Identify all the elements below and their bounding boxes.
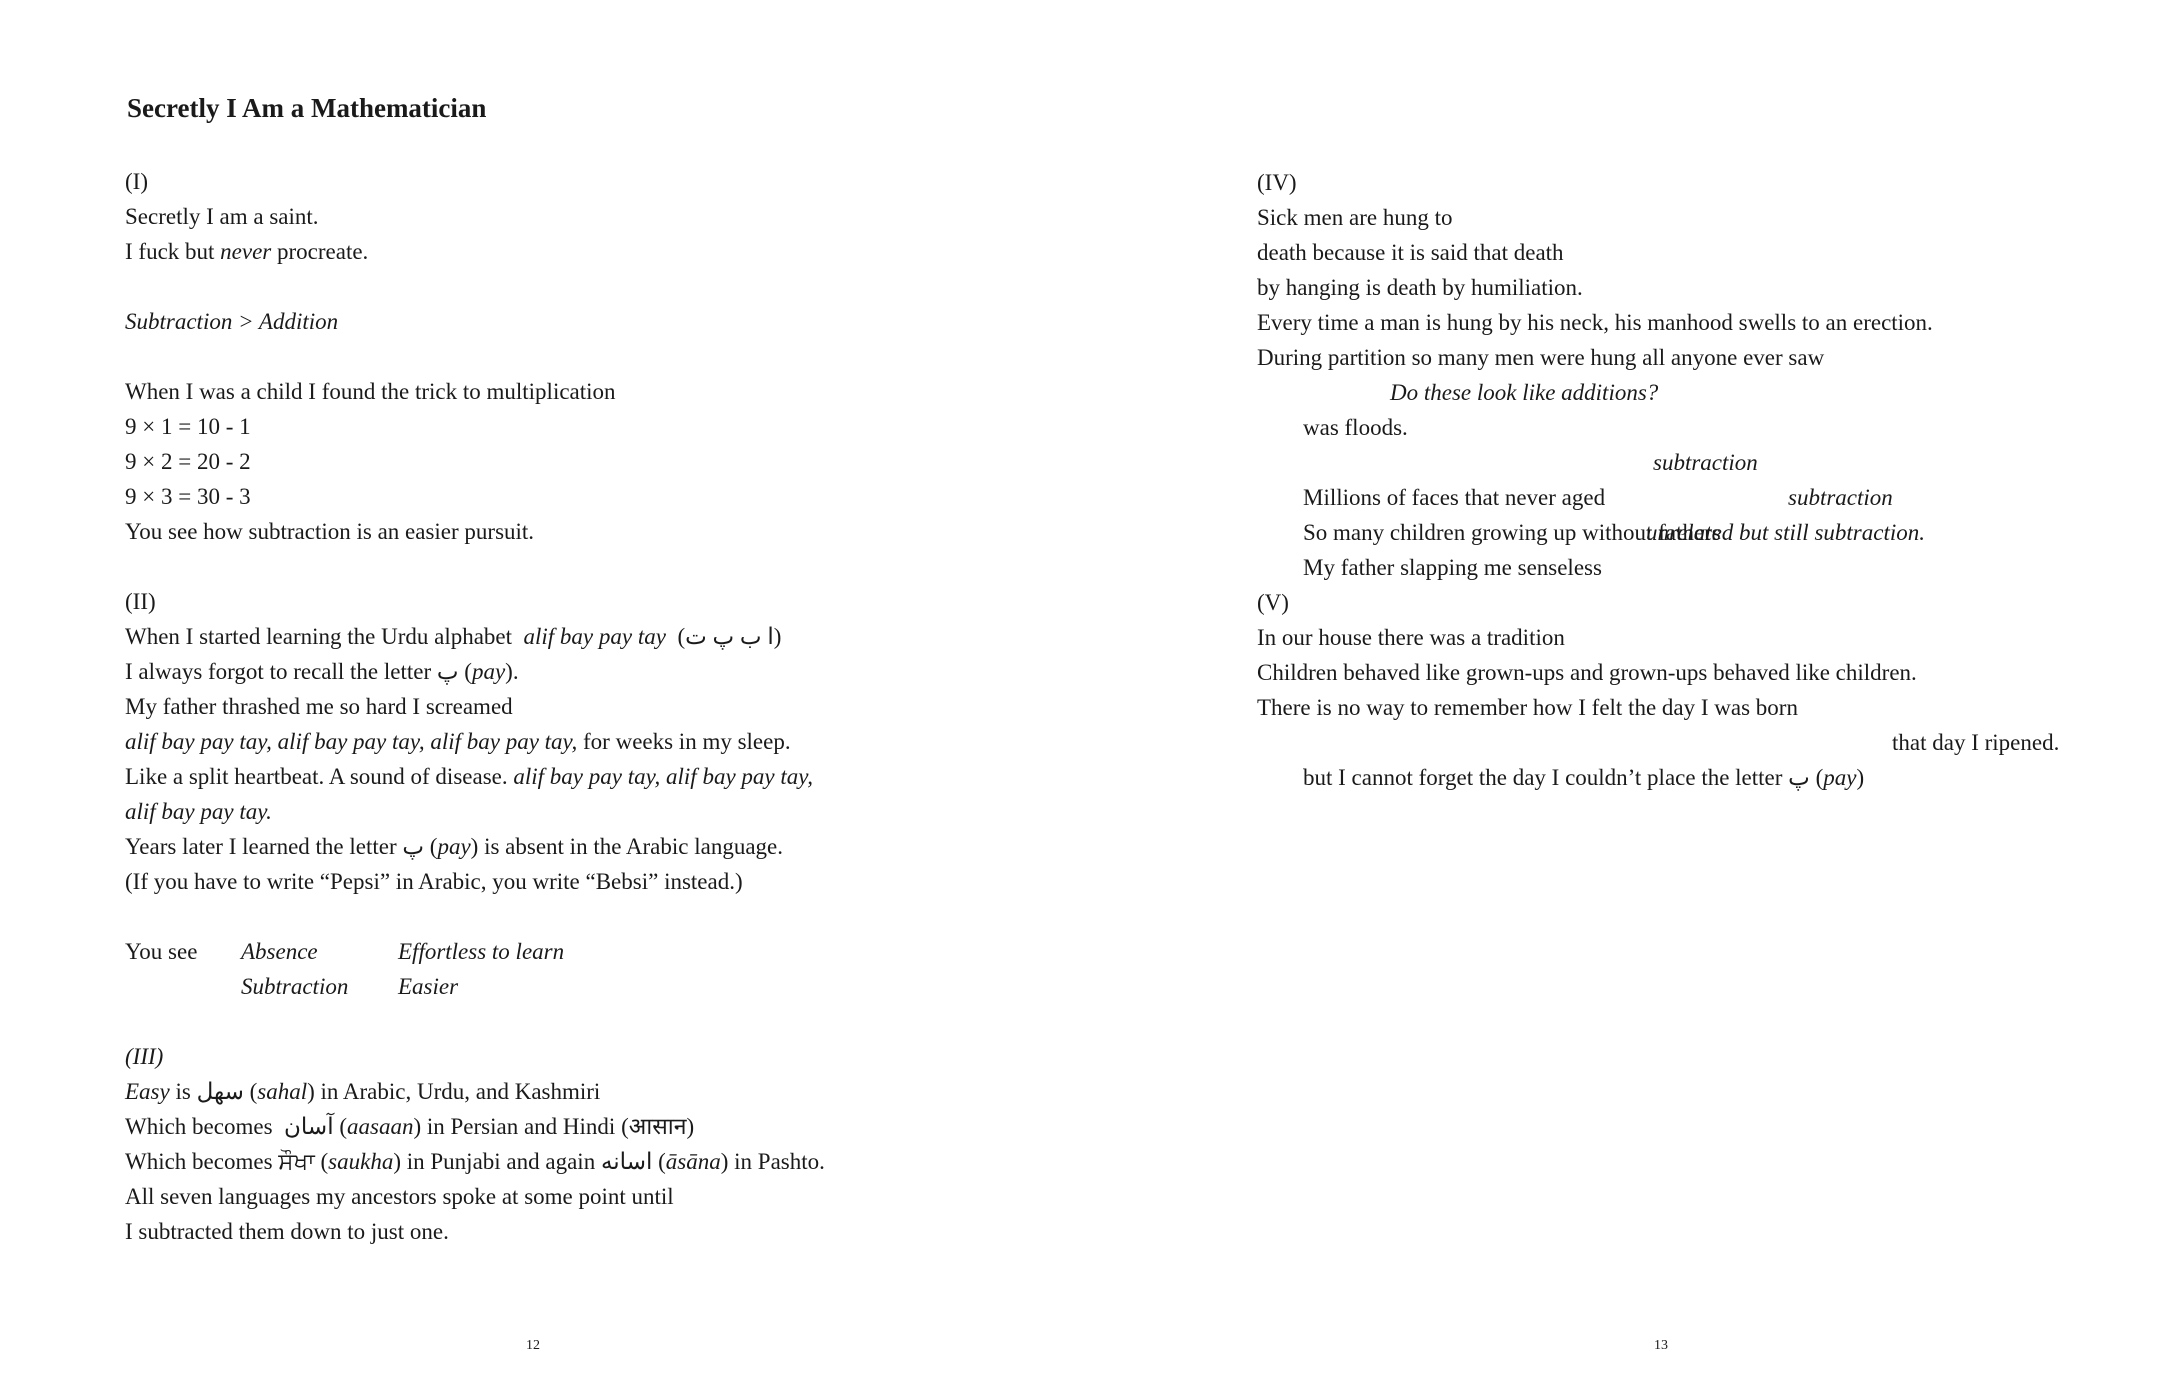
text-span: procreate.	[271, 239, 369, 264]
text-span: Years later I learned the letter پ (	[125, 834, 438, 859]
section-four	[1257, 165, 2157, 790]
text-span: is سهل (	[169, 1079, 258, 1104]
page-number: 13	[1654, 1338, 1668, 1353]
text-span: Which becomes ਸੌਖਾ (	[125, 1149, 329, 1174]
poem-line: There is no way to remember how I felt the day I was born	[1257, 695, 1798, 720]
poem-line	[125, 724, 1045, 759]
section-heading: (I)	[125, 169, 148, 194]
section-heading: (II)	[125, 589, 156, 614]
poem-line	[1257, 725, 2157, 790]
italic-aside: unrelated but still subtraction.	[1646, 520, 1925, 545]
section-heading: (III)	[125, 1044, 164, 1069]
stanza-break	[125, 339, 1045, 374]
italic-aside: Do these look like additions?	[1390, 380, 1659, 405]
italic-span: Easy	[125, 1079, 170, 1104]
poem-line: Sick men are hung to	[1257, 205, 1453, 230]
page-number: 12	[526, 1338, 540, 1353]
poem-line	[125, 759, 1045, 794]
italic-span: sahal	[257, 1079, 308, 1104]
poem-line	[125, 1074, 1045, 1109]
poem-line: During partition so many men were hung all anyone ever saw	[1257, 345, 1825, 370]
poem-line: Subtraction > Addition	[125, 309, 339, 334]
text-span: ) in Arabic, Urdu, and Kashmiri	[307, 1079, 601, 1104]
poem-line: You see how subtraction is an easier pursuit.	[125, 519, 535, 544]
poem-line: Every time a man is hung by his neck, his manhood swells to an erection.	[1257, 310, 1933, 335]
poem-line	[125, 1144, 1045, 1179]
text-span: Millions of faces that never aged	[1303, 485, 1606, 510]
poem-line	[125, 234, 1045, 269]
text-span: ) in Punjabi and again اسانه (	[393, 1149, 666, 1174]
italic-span: aasaan	[347, 1114, 414, 1139]
stanza-break	[125, 899, 1045, 934]
poem-line: alif bay pay tay.	[125, 799, 272, 824]
right-page	[1088, 0, 2177, 1400]
italic-aside: subtraction	[1788, 485, 1893, 510]
equation-line: 9 × 1 = 10 - 1	[125, 414, 251, 439]
text-span: ).	[505, 659, 519, 684]
italic-span: saukha	[328, 1149, 394, 1174]
section-heading: (IV)	[1257, 170, 1297, 195]
italic-span: pay	[1823, 765, 1857, 790]
italic-span: āsāna	[665, 1149, 721, 1174]
stanza-break	[125, 1004, 1045, 1039]
table-cell: Absence	[241, 939, 318, 964]
section-one	[125, 164, 1045, 1249]
poem-line: (If you have to write “Pepsi” in Arabic, you write “Bebsi” instead.)	[125, 869, 743, 894]
equation-line: 9 × 3 = 30 - 3	[125, 484, 251, 509]
poem-line	[1257, 445, 2157, 510]
left-page	[0, 0, 1088, 1400]
italic-span: pay	[471, 659, 506, 684]
text-span: was floods.	[1303, 415, 1408, 440]
poem-line	[125, 619, 1045, 654]
text-span: When I started learning the Urdu alphabet	[125, 624, 524, 649]
table-cell: Subtraction	[241, 974, 349, 999]
text-span: Which becomes آسان (	[125, 1114, 348, 1139]
text-span: I fuck but	[125, 239, 221, 264]
italic-span: pay	[437, 834, 471, 859]
table-cell: Effortless to learn	[398, 939, 565, 964]
poem-line	[1257, 375, 2157, 440]
text-span: I always forgot to recall the letter پ (	[125, 659, 472, 684]
text-span: for weeks in my sleep.	[577, 729, 791, 754]
section-heading: (V)	[1257, 590, 1289, 615]
poem-line: All seven languages my ancestors spoke at some point until	[125, 1184, 674, 1209]
poem-title: Secretly I Am a Mathematician	[127, 93, 487, 123]
poem-line: I subtracted them down to just one.	[125, 1219, 449, 1244]
italic-aside: subtraction	[1653, 450, 1758, 475]
poem-line: Secretly I am a saint.	[125, 204, 319, 229]
poem-line	[125, 1109, 1045, 1144]
table-cell: Easier	[398, 974, 459, 999]
text-aside: that day I ripened.	[1892, 730, 2060, 755]
stanza-break	[125, 549, 1045, 584]
you-see-table	[125, 934, 1045, 969]
text-span: )	[1856, 765, 1865, 790]
text-span: ) in Pashto.	[720, 1149, 825, 1174]
poem-line	[125, 829, 1045, 864]
poem-line	[125, 654, 1045, 689]
poem-line: When I was a child I found the trick to multiplication	[125, 379, 616, 404]
text-span: My father slapping me senseless	[1303, 555, 1602, 580]
poem-line: My father thrashed me so hard I screamed	[125, 694, 513, 719]
stanza-break	[125, 269, 1045, 304]
you-see-label: You see	[125, 939, 198, 964]
text-span: ) is absent in the Arabic language.	[470, 834, 783, 859]
poem-line: by hanging is death by humiliation.	[1257, 275, 1583, 300]
poem-line	[1257, 515, 2157, 580]
text-span: but I cannot forget the day I couldn’t place the letter پ (	[1303, 765, 1824, 790]
italic-span: alif bay pay tay, alif bay pay tay, alif bay pay tay,	[125, 729, 578, 754]
you-see-table-row	[125, 969, 1045, 1004]
italic-span: alif bay pay tay, alif bay pay tay,	[513, 764, 813, 789]
text-span: So many children growing up without fathers	[1303, 520, 1721, 545]
italic-span: alif bay pay tay	[523, 624, 666, 649]
poem-line: Children behaved like grown-ups and grown-ups behaved like children.	[1257, 660, 1917, 685]
text-span: (ا ب پ ت)	[665, 624, 782, 649]
text-span: ) in Persian and Hindi (आसान)	[413, 1114, 695, 1139]
text-span: Like a split heartbeat. A sound of disease.	[125, 764, 514, 789]
poem-line: In our house there was a tradition	[1257, 625, 1565, 650]
equation-line: 9 × 2 = 20 - 2	[125, 449, 251, 474]
poem-line: death because it is said that death	[1257, 240, 1564, 265]
italic-span: never	[220, 239, 272, 264]
